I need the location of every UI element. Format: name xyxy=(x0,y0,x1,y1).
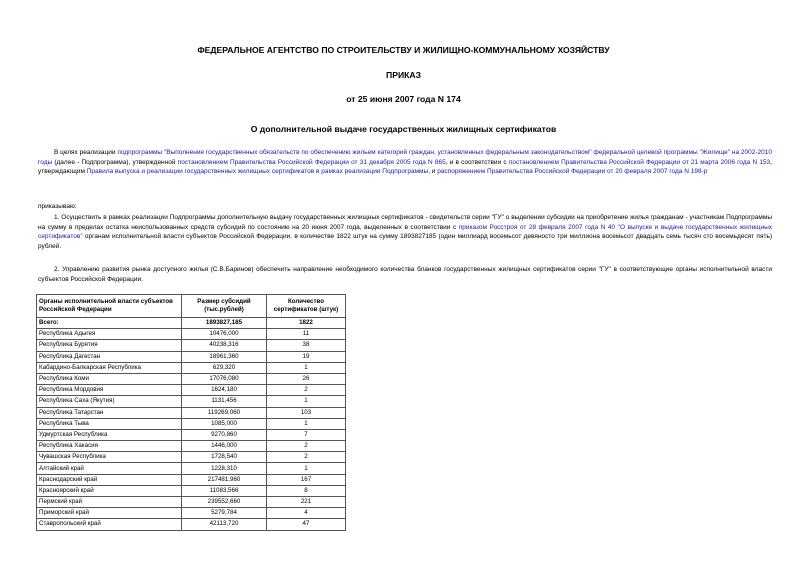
subsidy-cell: 40238,316 xyxy=(182,340,267,351)
region-cell: Пермский край xyxy=(37,497,182,508)
document-date: от 25 июня 2007 года N 174 xyxy=(346,94,461,104)
document-title: О дополнительной выдаче государственных жилищных сертификатов xyxy=(250,124,557,134)
subsidy-cell: 10476,000 xyxy=(182,329,267,340)
subsidy-cell: 1446,000 xyxy=(182,441,267,452)
count-cell: 2 xyxy=(267,441,346,452)
region-cell: Республика Адыгея xyxy=(37,329,182,340)
count-cell: 1 xyxy=(267,418,346,429)
count-cell: 221 xyxy=(267,497,346,508)
subsidy-cell: 18961,360 xyxy=(182,351,267,362)
table-row xyxy=(37,407,346,418)
region-cell: Республика Коми xyxy=(37,373,182,384)
certificates-table xyxy=(36,294,346,531)
rules-link[interactable]: Правила выпуска и реализации государственных жилищных сертификатов в рамках реализации Подпрограммы xyxy=(86,168,429,176)
total-row xyxy=(37,318,346,329)
count-cell: 4 xyxy=(267,508,346,519)
intro-text: , утверждающим xyxy=(38,158,772,176)
region-cell: Ставропольский край xyxy=(37,519,182,530)
count-cell: 167 xyxy=(267,474,346,485)
table-row xyxy=(37,474,346,485)
count-cell: 8 xyxy=(267,485,346,496)
region-cell: Кабардино-Балкарская Республика xyxy=(37,362,182,373)
order-198r-link[interactable]: распоряжением Правительства Российской Федерации от 20 февраля 2007 года N 198-р xyxy=(437,168,708,176)
table-row xyxy=(37,463,346,474)
intro-text: (далее - Подпрограмма), утвержденной xyxy=(52,158,178,166)
intro-text: В целях реализации xyxy=(54,149,118,156)
item-2-paragraph xyxy=(38,265,772,284)
subsidy-cell: 1085,000 xyxy=(182,418,267,429)
subsidy-cell: 5279,784 xyxy=(182,508,267,519)
item-1-paragraph xyxy=(38,213,772,251)
subsidy-cell: 1624,180 xyxy=(182,385,267,396)
column-header-region: Органы исполнительной власти субъектов Российской Федерации xyxy=(37,295,182,318)
count-cell: 2 xyxy=(267,385,346,396)
table-row xyxy=(37,362,346,373)
region-cell: Приморский край xyxy=(37,508,182,519)
table-row xyxy=(37,373,346,384)
count-cell: 1 xyxy=(267,463,346,474)
ordered-label: приказываю: xyxy=(38,203,77,210)
count-cell: 1 xyxy=(267,396,346,407)
subsidy-cell: 11083,566 xyxy=(182,485,267,496)
region-cell: Красноярский край xyxy=(37,485,182,496)
table-row xyxy=(37,396,346,407)
intro-paragraph xyxy=(38,148,772,177)
table-row xyxy=(37,329,346,340)
total-count: 1822 xyxy=(267,318,346,329)
subsidy-cell: 1728,540 xyxy=(182,452,267,463)
table-row xyxy=(37,429,346,440)
table-header-row xyxy=(37,295,346,318)
count-cell: 2 xyxy=(267,452,346,463)
item-1-text: органам исполнительной власти субъектов Российской Федерации, в количестве 1822 штук на сумму 1893827185 (один миллиард восемьсот девяносто три миллиона восемьсот двадцать семь тысяч сто восемьдесят пять) рублей. xyxy=(38,233,772,250)
count-cell: 47 xyxy=(267,519,346,530)
subsidy-cell: 42113,720 xyxy=(182,519,267,530)
intro-text: , и в соответствии с xyxy=(445,158,509,166)
count-cell: 38 xyxy=(267,340,346,351)
region-cell: Республика Татарстан xyxy=(37,407,182,418)
count-cell: 26 xyxy=(267,373,346,384)
count-cell: 103 xyxy=(267,407,346,418)
table-row xyxy=(37,485,346,496)
count-cell: 11 xyxy=(267,329,346,340)
column-header-subsidy: Размер субсидий (тыс.рублей) xyxy=(182,295,267,318)
subsidy-cell: 239552,660 xyxy=(182,497,267,508)
subsidy-cell: 1228,310 xyxy=(182,463,267,474)
region-cell: Чувашская Республика xyxy=(37,452,182,463)
subprogram-link[interactable]: подпрограммы "Выполнение государственных обязательств по обеспечению жильем категорий граждан, установленных федеральным законодательством" федеральной целевой программы "Жилище" на 2002-2010 годы xyxy=(38,149,772,166)
region-cell: Краснодарский край xyxy=(37,474,182,485)
region-cell: Республика Бурятия xyxy=(37,340,182,351)
resolution-865-link[interactable]: постановлением Правительства Российской Федерации от 31 декабря 2005 года N 865 xyxy=(177,158,446,166)
resolution-153-link[interactable]: постановлением Правительства Российской Федерации от 21 марта 2006 года N 153 xyxy=(508,158,771,166)
total-label: Всего: xyxy=(37,318,182,329)
subsidy-cell: 1131,456 xyxy=(182,396,267,407)
count-cell: 19 xyxy=(267,351,346,362)
table-row xyxy=(37,519,346,530)
region-cell: Удмуртская Республика xyxy=(37,429,182,440)
total-subsidy: 1893827,185 xyxy=(182,318,267,329)
region-cell: Республика Мордовия xyxy=(37,385,182,396)
table-row xyxy=(37,441,346,452)
region-cell: Республика Дагестан xyxy=(37,351,182,362)
region-cell: Республика Тыва xyxy=(37,418,182,429)
count-cell: 1 xyxy=(267,362,346,373)
table-body xyxy=(37,318,346,531)
region-cell: Алтайский край xyxy=(37,463,182,474)
subsidy-cell: 629,320 xyxy=(182,362,267,373)
document-type: ПРИКАЗ xyxy=(386,70,421,80)
subsidy-cell: 217481,960 xyxy=(182,474,267,485)
table-row xyxy=(37,508,346,519)
table-row xyxy=(37,351,346,362)
table-row xyxy=(37,452,346,463)
subsidy-cell: 9270,860 xyxy=(182,429,267,440)
region-cell: Республика Хакасия xyxy=(37,441,182,452)
table-row xyxy=(37,418,346,429)
item-1-text: 1. Осуществить в рамках реализации Подпрограммы дополнительную выдачу государственных жилищных сертификатов - свидетельств серии "ГУ" о выделении субсидии на приобретение жилья гражданам - участникам Подпрограммы на сумму в пределах остатка неиспользованных средств субсидий по состоянию на 20 июня 2007 года, выделенных в соответствии с xyxy=(38,214,772,231)
intro-text: , и xyxy=(428,168,438,176)
agency-name: ФЕДЕРАЛЬНОЕ АГЕНТСТВО ПО СТРОИТЕЛЬСТВУ И ЖИЛИЩНО-КОММУНАЛЬНОМУ ХОЗЯЙСТВУ xyxy=(197,45,610,55)
count-cell: 7 xyxy=(267,429,346,440)
column-header-count: Количество сертификатов (штук) xyxy=(267,295,346,318)
table-row xyxy=(37,340,346,351)
table-row xyxy=(37,385,346,396)
subsidy-cell: 119269,060 xyxy=(182,407,267,418)
subsidy-cell: 17076,080 xyxy=(182,373,267,384)
item-2-text: 2. Управлению развития рынка доступного жилья (С.В.Баринов) обеспечить направление необходимого количества бланков государственных жилищных сертификатов серии "ГУ" в соответствующие органы исполнительной власти субъектов Российской Федерации. xyxy=(38,266,772,283)
order-40-link[interactable]: приказом Росстроя от 28 февраля 2007 года N 40 "О выпуске и выдаче государственных жилищных сертификатов" xyxy=(38,223,772,241)
region-cell: Республика Саха (Якутия) xyxy=(37,396,182,407)
table-row xyxy=(37,497,346,508)
